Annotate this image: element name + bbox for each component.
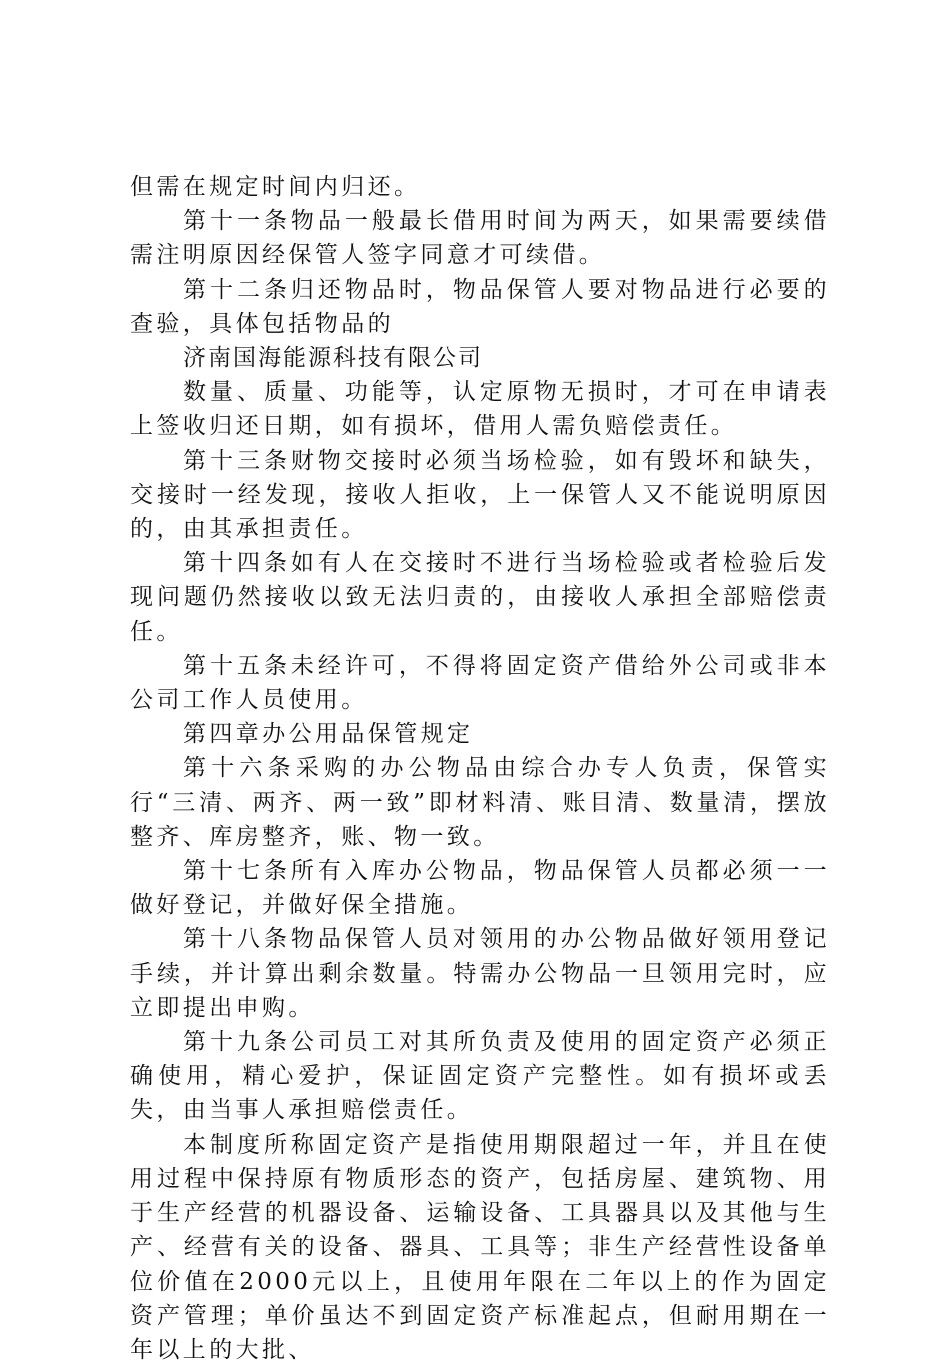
paragraph-continuation: 但需在规定时间内归还。	[130, 174, 421, 200]
paragraph-article-14: 第十四条如有人在交接时不进行当场检验或者检验后发现问题仍然接收以致无法归责的，由接收人承担全部赔偿责任。	[130, 550, 830, 645]
paragraph-article-11: 第十一条物品一般最长借用时间为两天，如果需要续借需注明原因经保管人签字同意才可续借。	[130, 208, 830, 269]
document-body	[130, 170, 830, 1367]
paragraph-article-12-continued: 数量、质量、功能等，认定原物无损时，才可在申请表上签收归还日期，如有损坏，借用人需负赔偿责任。	[130, 379, 830, 440]
paragraph-article-16: 第十六条采购的办公物品由综合办专人负责，保管实行“三清、两齐、两一致”即材料清、账目清、数量清，摆放整齐、库房整齐，账、物一致。	[130, 755, 830, 850]
paragraph-article-18: 第十八条物品保管人员对领用的办公物品做好领用登记手续，并计算出剩余数量。特需办公物品一旦领用完时，应立即提出申购。	[130, 926, 830, 1021]
paragraph-article-13: 第十三条财物交接时必须当场检验，如有毁坏和缺失，交接时一经发现，接收人拒收，上一保管人又不能说明原因的，由其承担责任。	[130, 447, 830, 543]
paragraph-article-15: 第十五条未经许可，不得将固定资产借给外公司或非本公司工作人员使用。	[130, 652, 830, 714]
company-name: 济南国海能源科技有限公司	[183, 345, 483, 372]
paragraph-article-17: 第十七条所有入库办公物品，物品保管人员都必须一一做好登记，并做好保全措施。	[130, 858, 830, 919]
paragraph-article-19: 第十九条公司员工对其所负责及使用的固定资产必须正确使用，精心爱护，保证固定资产完整性。如有损坏或丢失，由当事人承担赔偿责任。	[130, 1029, 830, 1124]
paragraph-fixed-asset-definition: 本制度所称固定资产是指使用期限超过一年，并且在使用过程中保持原有物质形态的资产，包括房屋、建筑物、用于生产经营的机器设备、运输设备、工具器具以及其他与生产、经营有关的设备、器具、工具等；非生产经营性设备单位价值在2000元以上，且使用年限在二年以上的作为固定资产管理；单价虽达不到固定资产标准起点，但耐用期在一年以上的大批、	[130, 1131, 830, 1363]
paragraph-article-12: 第十二条归还物品时，物品保管人要对物品进行必要的查验，具体包括物品的	[130, 276, 830, 337]
chapter-heading: 第四章办公用品保管规定	[183, 721, 474, 748]
